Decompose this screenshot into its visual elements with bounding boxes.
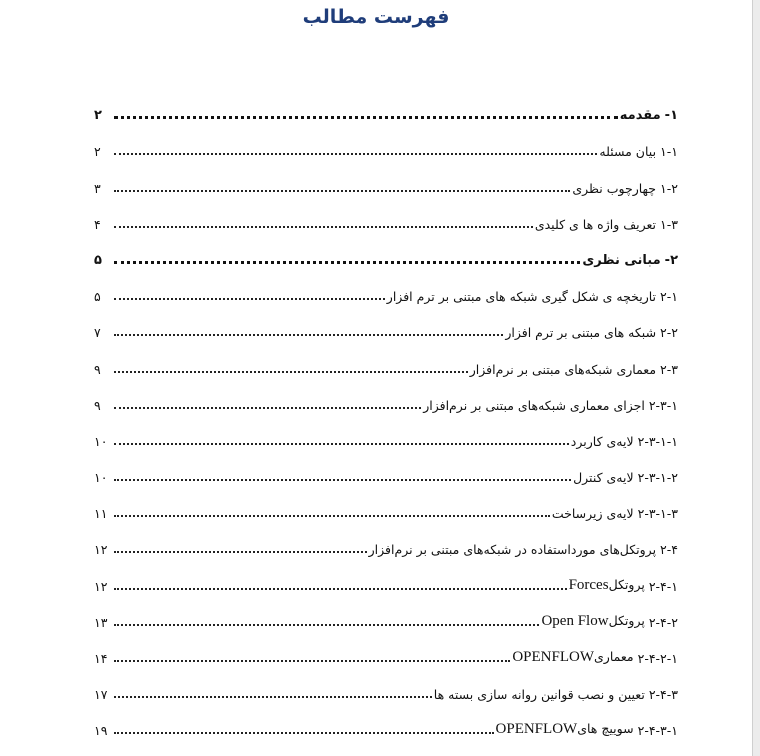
dot-leader — [114, 624, 539, 626]
toc-entry[interactable] — [94, 159, 678, 195]
toc-entry-page-number: ۱۰ — [94, 433, 108, 449]
toc-entry-number: ۲-۴-۳ — [648, 687, 678, 703]
toc-entry[interactable] — [94, 87, 678, 123]
dot-leader — [114, 515, 550, 517]
toc-entry-label-text: تعیین و نصب قوانین روانه سازی بسته ها — [433, 687, 645, 703]
toc-title: فهرست مطالب — [302, 6, 450, 28]
toc-entry-number: ۱-۱ — [660, 144, 678, 160]
toc-entry-label-text: بیان مسئله — [599, 144, 657, 160]
toc-entry[interactable] — [94, 377, 678, 413]
dot-leader — [114, 407, 421, 409]
toc-entry[interactable] — [94, 521, 678, 557]
toc-entry[interactable] — [94, 485, 678, 521]
toc-entry-label-text: مقدمه — [619, 108, 661, 124]
toc-entry-page-number: ۹ — [94, 361, 101, 377]
toc-entry-page-number: ۹ — [94, 397, 101, 413]
dot-leader — [114, 153, 597, 155]
toc-entry-latin-term: OPENFLOW — [512, 649, 595, 665]
toc-entry[interactable] — [94, 449, 678, 485]
toc-entry[interactable] — [94, 594, 678, 630]
toc-entry-page-number: ۲ — [94, 108, 102, 124]
toc-entry[interactable] — [94, 268, 678, 304]
toc-entry[interactable] — [94, 702, 678, 738]
toc-entry-label — [535, 217, 660, 232]
toc-entry-number: ۲-۴-۲-۱ — [637, 651, 678, 666]
toc-entry-number: ۲-۲ — [660, 325, 678, 341]
toc-entry-label — [387, 289, 660, 304]
toc-entry[interactable] — [94, 304, 678, 340]
toc-entry-label-text: معماری — [594, 649, 634, 664]
toc-entry[interactable] — [94, 557, 678, 593]
dot-leader — [114, 732, 494, 734]
toc-entry-label-text: پروتکل‌های مورداستفاده در شبکه‌های مبتنی بر نرم‌افزار — [368, 542, 657, 558]
toc-entry-label-text: لایه‌ی زیرساخت — [551, 506, 634, 522]
toc-entry-page-number: ۳ — [94, 180, 101, 196]
dot-leader — [114, 443, 569, 445]
toc-entry[interactable] — [94, 232, 678, 268]
toc-entry-page-number: ۵ — [94, 252, 102, 268]
toc-entry-number: ۲-۴ — [660, 542, 678, 558]
toc-entry-page-number: ۱۲ — [94, 578, 108, 594]
dot-leader — [114, 551, 367, 553]
dot-leader — [114, 479, 571, 481]
toc-entry-page-number: ۷ — [94, 325, 101, 341]
toc-entry-number: ۲-۳-۱-۲ — [637, 470, 678, 486]
toc-entry-label — [434, 687, 649, 702]
toc-entry-label — [569, 577, 649, 594]
toc-entry-label-text: لایه‌ی کنترل — [573, 470, 634, 486]
toc-entry-label — [470, 362, 660, 377]
toc-entry-label-text: تعریف واژه ها ی کلیدی — [534, 216, 657, 232]
toc-entry-label — [496, 721, 638, 738]
toc-entry-label-text: معماری شبکه‌های مبتنی بر نرم‌افزار — [469, 361, 657, 377]
toc-entry-number: ۱-۲ — [660, 180, 678, 196]
toc-entry-page-number: ۱۰ — [94, 470, 108, 486]
toc-entry-number: ۲-۳ — [660, 361, 678, 377]
toc-entry-label-text: پروتکل — [608, 576, 645, 592]
dot-leader — [114, 660, 510, 662]
toc-entry-page-number: ۱۳ — [94, 614, 108, 630]
toc-entry-label-text: شبکه های مبتنی بر ترم افزار — [505, 325, 657, 341]
dot-leader — [114, 190, 570, 192]
toc-entry-number: ۲-۴-۲ — [648, 614, 678, 630]
toc-entry-label-text: تاریخچه ی شکل گیری شبکه های مبتنی بر ترم افزار — [386, 289, 657, 305]
toc-entry-number: ۲-۴-۱ — [648, 578, 678, 594]
toc-entry[interactable] — [94, 630, 678, 666]
toc-entry-label — [512, 649, 637, 666]
toc-entry[interactable] — [94, 123, 678, 159]
dot-leader — [114, 226, 533, 228]
toc-entry-label-text: چهارچوب نظری — [572, 180, 657, 196]
toc-entry-page-number: ۱۷ — [94, 687, 108, 703]
toc-entry-page-number: ۱۴ — [94, 651, 108, 666]
toc-entry-page-number: ۴ — [94, 216, 101, 232]
dot-leader — [114, 696, 432, 698]
toc-entry-latin-term: Forces — [568, 576, 609, 593]
toc-entry-number: ۲-۳-۱ — [648, 397, 678, 413]
toc-entry-number: ۲-۱ — [660, 289, 678, 305]
toc-entry-label-text: پروتکل — [608, 612, 645, 628]
toc-entry-number: ۱-۳ — [660, 216, 678, 232]
toc-entry-label — [620, 108, 665, 123]
toc-entry-label — [369, 542, 660, 557]
dot-leader — [114, 334, 503, 336]
toc-entry-label — [423, 398, 649, 413]
toc-entry-number: ۲-۳-۱-۱ — [637, 433, 678, 449]
dot-leader — [114, 261, 580, 264]
toc-entry[interactable] — [94, 340, 678, 376]
toc-entry-page-number: ۵ — [94, 289, 101, 305]
toc-entry-page-number: ۲ — [94, 144, 101, 160]
dot-leader — [114, 371, 468, 373]
toc-entry-label-text: اجزای معماری شبکه‌های مبتنی بر نرم‌افزار — [423, 397, 645, 413]
toc-entry[interactable] — [94, 413, 678, 449]
toc-entry-label — [573, 470, 638, 485]
toc-entry-page-number: ۱۹ — [94, 723, 108, 739]
toc-entry-label-text: مبانی نظری — [582, 252, 661, 268]
toc-entry-latin-term: OPENFLOW — [495, 721, 578, 738]
toc-entry-number: ۲- — [664, 252, 678, 268]
toc-entry-label — [541, 613, 648, 630]
scrollbar[interactable] — [752, 0, 760, 756]
toc-entry-latin-term: Open Flow — [541, 612, 609, 629]
table-of-contents — [94, 87, 678, 738]
toc-entry[interactable] — [94, 196, 678, 232]
dot-leader — [114, 588, 567, 590]
toc-entry-label-text: سوییچ های — [577, 721, 634, 737]
toc-entry[interactable] — [94, 666, 678, 702]
toc-entry-label — [505, 325, 660, 340]
toc-entry-label — [572, 181, 660, 196]
toc-entry-label — [582, 253, 664, 268]
toc-entry-number: ۲-۴-۳-۱ — [637, 723, 678, 739]
toc-entry-page-number: ۱۲ — [94, 542, 108, 558]
toc-entry-number: ۱- — [664, 108, 678, 124]
toc-entry-label — [552, 506, 638, 521]
toc-entry-number: ۲-۳-۱-۳ — [637, 506, 678, 522]
dot-leader — [114, 116, 618, 119]
toc-entry-page-number: ۱۱ — [94, 506, 108, 522]
toc-entry-label — [599, 144, 660, 159]
toc-entry-label-text: لایه‌ی کاربرد — [570, 433, 634, 449]
toc-entry-label — [571, 434, 638, 449]
dot-leader — [114, 298, 385, 300]
